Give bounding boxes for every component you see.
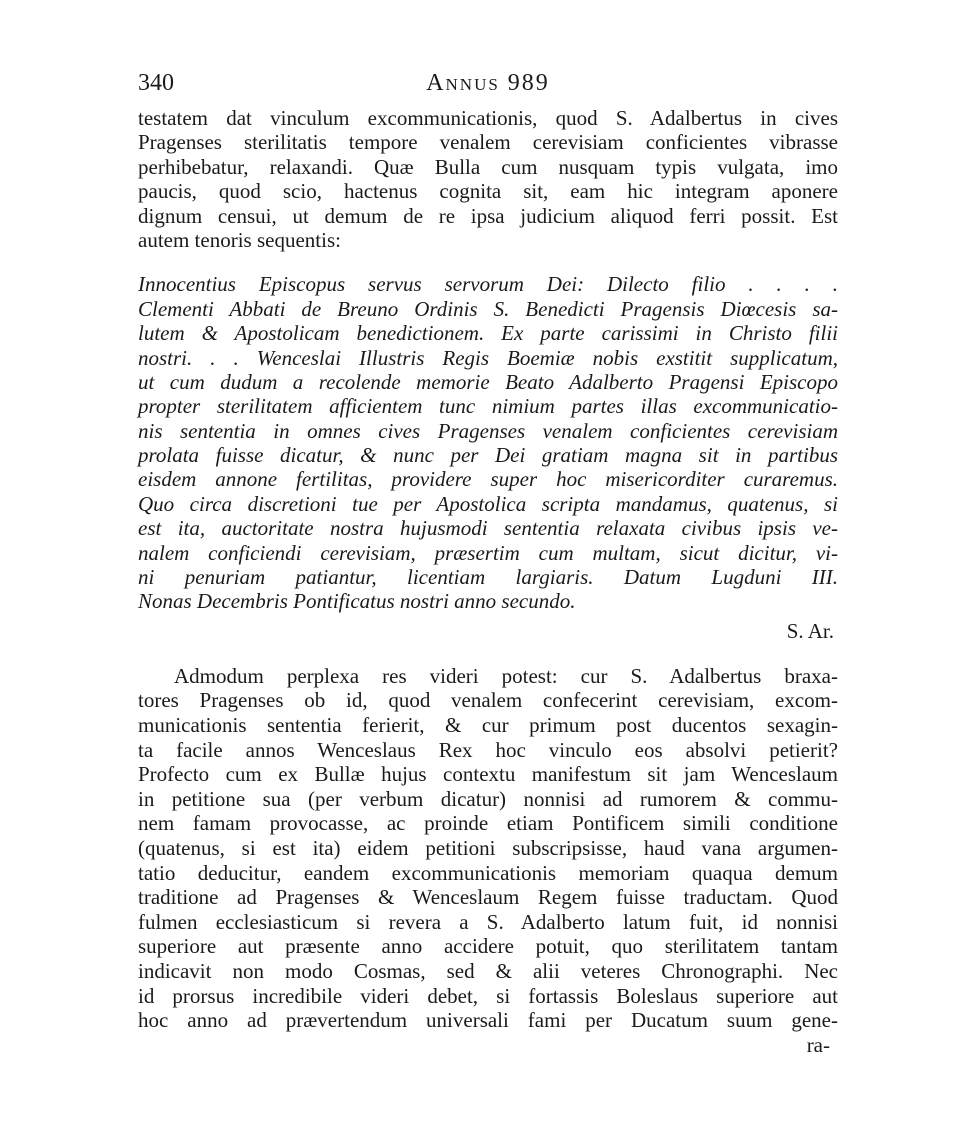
letter-line: Innocentius Episcopus servus servorum Dei: Dilecto filio . . . . xyxy=(138,272,838,297)
page-header xyxy=(138,70,838,106)
letter-line: Nonas Decembris Pontificatus nostri anno secundo. xyxy=(138,589,576,614)
letter-line: Quo circa discretioni tue per Apostolica scripta mandamus, quatenus, si xyxy=(138,491,838,516)
letter-line: prolata fuisse dicatur, & nunc per Dei gratiam magna sit in partibus xyxy=(138,443,838,468)
letter-line: est ita, auctoritate nostra hujusmodi sententia relaxata civibus ipsis ve- xyxy=(138,516,838,541)
text-line: superiore aut præsente anno accidere potuit, quo sterilitatem tantam xyxy=(138,934,838,959)
catchword: ra- xyxy=(806,1032,830,1057)
text-line: perhibebatur, relaxandi. Quæ Bulla cum nusquam typis vulgata, imo xyxy=(138,154,838,179)
text-line: (quatenus, si est ita) eidem petitioni subscripsisse, haud vana argumen- xyxy=(138,835,838,860)
running-title: Annus 989 xyxy=(426,70,550,96)
letter-line: Clementi Abbati de Breuno Ordinis S. Benedicti Pragensis Diœcesis sa- xyxy=(138,296,838,321)
page-number: 340 xyxy=(138,70,174,96)
letter-signature: S. Ar. xyxy=(786,618,834,643)
text-line: testatem dat vinculum excommunicationis, quod S. Adalbertus in cives xyxy=(138,106,838,130)
commentary-paragraph xyxy=(138,664,838,1033)
text-line: tores Pragenses ob id, quod venalem confecerint cerevisiam, excom- xyxy=(138,688,838,713)
letter-line: eisdem annone fertilitas, providere super hoc misericorditer curaremus. xyxy=(138,467,838,492)
text-line: paucis, quod scio, hactenus cognita sit, eam hic integram aponere xyxy=(138,179,838,204)
text-line: fulmen ecclesiasticum si revera a S. Adalberto latum fuit, id nonnisi xyxy=(138,909,838,934)
text-line: hoc anno ad prævertendum universali fami per Ducatum suum gene- xyxy=(138,1008,838,1033)
text-line: Admodum perplexa res videri potest: cur S. Adalbertus braxa- xyxy=(174,663,838,688)
letter-line: lutem & Apostolicam benedictionem. Ex parte carissimi in Christo filii xyxy=(138,321,838,346)
text-line: id prorsus incredibile videri debet, si fortassis Boleslaus superiore aut xyxy=(138,983,838,1008)
text-line: tatio deducitur, eandem excommunicationis memoriam quaqua demum xyxy=(138,860,838,885)
text-line: municationis sententia ferierit, & cur primum post ducentos sexagin- xyxy=(138,713,838,737)
text-line: nem famam provocasse, ac proinde etiam Pontificem simili conditione xyxy=(138,811,838,836)
text-line: dignum censui, ut demum de re ipsa judicium aliquod ferri possit. Est xyxy=(138,203,838,228)
book-page xyxy=(138,70,838,1057)
letter-line: ni penuriam patiantur, licentiam largiaris. Datum Lugduni III. xyxy=(138,565,838,590)
letter-line: nis sententia in omnes cives Pragenses venalem conficientes cerevisiam xyxy=(138,418,838,443)
bull-letter xyxy=(138,272,838,613)
text-line: Pragenses sterilitatis tempore venalem cerevisiam conficientes vibrasse xyxy=(138,130,838,155)
text-line: in petitione sua (per verbum dicatur) nonnisi ad rumorem & commu- xyxy=(138,786,838,811)
text-line: ta facile annos Wenceslaus Rex hoc vinculo eos absolvi petierit? xyxy=(138,737,838,762)
letter-line: propter sterilitatem afficientem tunc nimium partes illas excommunicatio- xyxy=(138,394,838,419)
letter-line: ut cum dudum a recolende memorie Beato Adalberto Pragensi Episcopo xyxy=(138,369,838,394)
text-line: Profecto cum ex Bullæ hujus contextu manifestum sit jam Wenceslaum xyxy=(138,762,838,787)
text-line: autem tenoris sequentis: xyxy=(138,227,341,252)
letter-line: nostri. . . Wenceslai Illustris Regis Boemiæ nobis exstitit supplicatum, xyxy=(138,345,838,370)
letter-line: nalem conficiendi cerevisiam, præsertim cum multam, sicut dicitur, vi- xyxy=(138,540,838,565)
text-line: indicavit non modo Cosmas, sed & alii veteres Chronographi. Nec xyxy=(138,958,838,983)
intro-paragraph xyxy=(138,106,838,252)
text-line: traditione ad Pragenses & Wenceslaum Regem fuisse traductam. Quod xyxy=(138,885,838,910)
